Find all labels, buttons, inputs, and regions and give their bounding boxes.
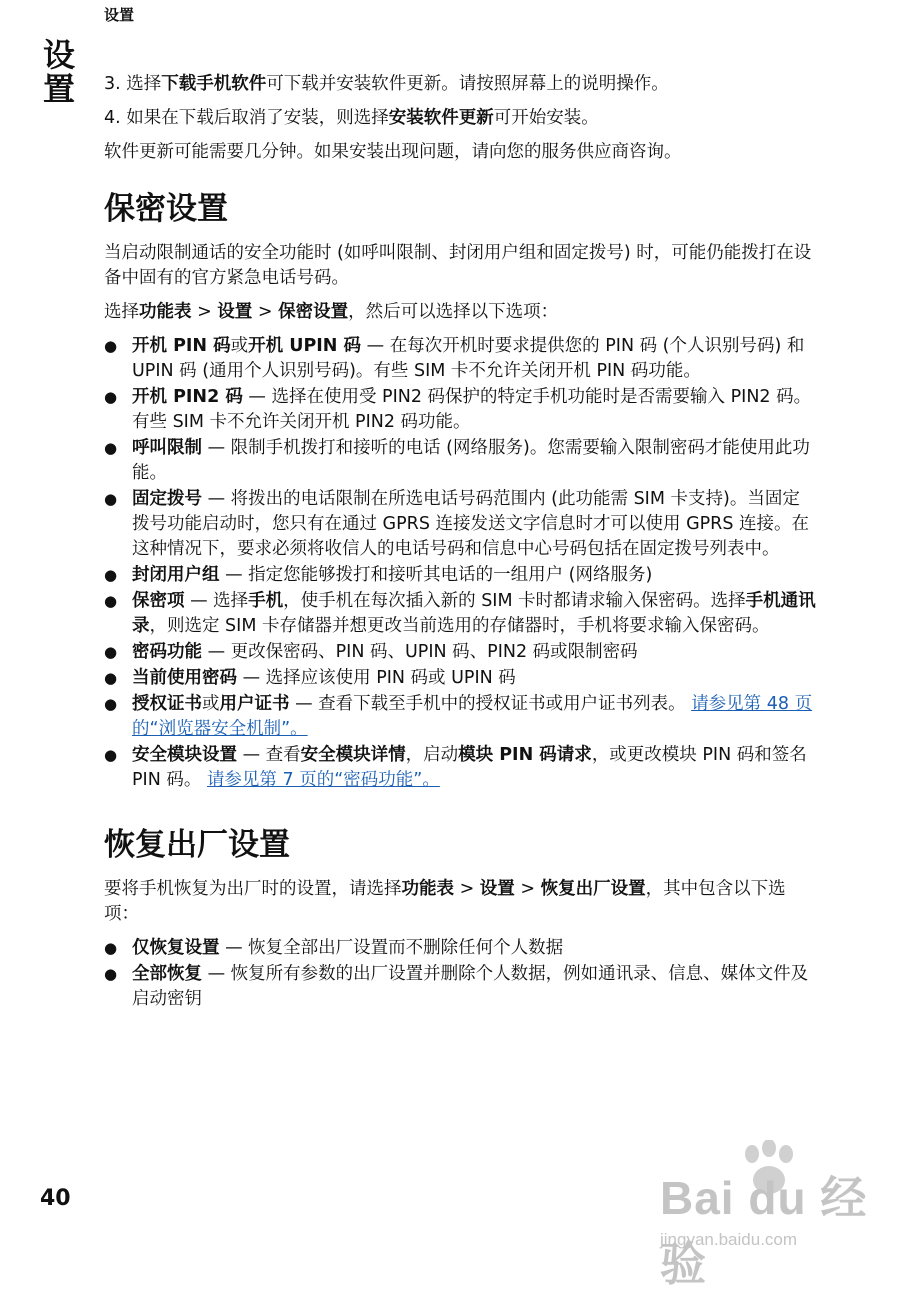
- option-name: 保密项: [132, 591, 185, 611]
- step-text: 选择: [126, 74, 162, 94]
- option-text: — 查看: [237, 745, 301, 765]
- side-section-tab: 设置: [38, 38, 76, 106]
- list-item: [104, 640, 816, 665]
- list-item: [104, 743, 816, 793]
- page-body: [104, 72, 816, 1020]
- option-name: 呼叫限制: [132, 438, 202, 458]
- path-separator: >: [514, 879, 541, 899]
- step-number: 3.: [104, 74, 121, 94]
- cross-reference-link[interactable]: 请参见第 7 页的“密码功能”。: [206, 770, 440, 790]
- factory-options-list: [104, 936, 816, 1012]
- path-text: 要将手机恢复为出厂时的设置，请选择: [104, 879, 402, 899]
- list-item: [104, 692, 816, 742]
- update-note: 软件更新可能需要几分钟。如果安装出现问题，请向您的服务供应商咨询。: [104, 142, 682, 162]
- step-3: [104, 72, 816, 97]
- baidu-watermark: [660, 1140, 910, 1290]
- list-item: [104, 436, 816, 486]
- option-name: 手机: [248, 591, 284, 611]
- option-text: ，启动: [405, 745, 459, 765]
- option-name: 安全模块设置: [132, 745, 237, 765]
- list-item: [104, 563, 816, 588]
- path-separator: >: [191, 302, 218, 322]
- option-name: 模块 PIN 码请求: [458, 745, 592, 765]
- step-4: [104, 106, 816, 131]
- menu-option: 设置: [479, 879, 515, 899]
- option-text: — 指定您能够拨打和接听其电话的一组用户 (网络服务): [219, 565, 653, 585]
- watermark-logo: Bai du 经验: [660, 1172, 868, 1290]
- option-text: — 限制手机拨打和接听的电话 (网络服务)。您需要输入限制密码才能使用此功能。: [132, 438, 810, 483]
- option-text: 或: [230, 336, 249, 356]
- list-item: [104, 666, 816, 691]
- menu-option: 功能表: [139, 302, 192, 322]
- option-text: — 选择在使用受 PIN2 码保护的特定手机功能时是否需要输入 PIN2 码。有些 SIM 卡不允许关闭开机 PIN2 码功能。: [132, 387, 812, 432]
- menu-option: 安装软件更新: [388, 108, 494, 128]
- cross-reference-link[interactable]: 请参见第 48 页的“浏览器安全机制”。: [132, 694, 813, 739]
- path-separator: >: [454, 879, 480, 899]
- list-item: [104, 385, 816, 435]
- option-text: ，则选定 SIM 卡存储器并想更改当前选用的存储器时，手机将要求输入保密码。: [149, 616, 770, 636]
- option-text: — 选择应该使用 PIN 码或 UPIN 码: [237, 668, 516, 688]
- option-name: 密码功能: [132, 642, 202, 662]
- option-name: 用户证书: [219, 694, 290, 714]
- factory-menu-path: [104, 877, 816, 927]
- path-text: 选择: [104, 302, 139, 322]
- menu-option: 功能表: [401, 879, 454, 899]
- option-text: — 选择: [184, 591, 249, 611]
- option-text: — 将拨出的电话限制在所选电话号码范围内 (此功能需 SIM 卡支持)。当固定拨号功能启动时，您只有在通过 GPRS 连接发送文字信息时才可以使用 GPRS 连接。在这种情况下，要求必须将收信人的电话号码和信息中心号码包括在固定拨号列表中。: [132, 489, 810, 559]
- running-header: 设置: [104, 6, 135, 24]
- list-item: [104, 589, 816, 639]
- option-name: 授权证书: [132, 694, 202, 714]
- list-item: [104, 936, 816, 961]
- step-text: 可开始安装。: [493, 108, 599, 128]
- security-heading: 保密设置: [104, 191, 228, 227]
- option-text: — 查看下载至手机中的授权证书或用户证书列表。: [289, 694, 692, 714]
- list-item: [104, 487, 816, 562]
- step-text: 如果在下载后取消了安装，则选择: [126, 108, 389, 128]
- step-text: 可下载并安装软件更新。请按照屏幕上的说明操作。: [266, 74, 669, 94]
- menu-option: 设置: [217, 302, 253, 322]
- option-name: 封闭用户组: [132, 565, 220, 585]
- option-text: ，使手机在每次插入新的 SIM 卡时都请求输入保密码。选择: [283, 591, 746, 611]
- option-name: 安全模块详情: [300, 745, 406, 765]
- option-text: — 恢复所有参数的出厂设置并删除个人数据，例如通讯录、信息、媒体文件及启动密钥: [132, 964, 809, 1009]
- option-name: 固定拨号: [132, 489, 202, 509]
- list-item: [104, 334, 816, 384]
- path-text: ，然后可以选择以下选项：: [348, 302, 559, 322]
- security-options-list: [104, 334, 816, 793]
- menu-option: 恢复出厂设置: [540, 879, 646, 899]
- path-text: ，其中包含以下选项：: [104, 879, 786, 924]
- option-name: 开机 PIN 码: [132, 336, 231, 356]
- option-text: — 恢复全部出厂设置而不删除任何个人数据: [219, 938, 564, 958]
- watermark-url: jingyan.baidu.com: [660, 1230, 798, 1249]
- option-text: 或: [202, 694, 220, 714]
- menu-option: 保密设置: [278, 302, 349, 322]
- factory-reset-heading: 恢复出厂设置: [104, 827, 290, 863]
- option-name: 仅恢复设置: [132, 938, 220, 958]
- menu-option: 下载手机软件: [161, 74, 267, 94]
- option-text: — 更改保密码、PIN 码、UPIN 码、PIN2 码或限制密码: [202, 642, 638, 662]
- option-name: 手机通讯录: [132, 591, 816, 636]
- page-number: 40: [40, 1186, 71, 1211]
- step-number: 4.: [104, 108, 121, 128]
- list-item: [104, 962, 816, 1012]
- security-intro: 当启动限制通话的安全功能时 (如呼叫限制、封闭用户组和固定拨号) 时，可能仍能拨打在设备中固有的官方紧急电话号码。: [104, 243, 812, 288]
- option-name: 全部恢复: [132, 964, 202, 984]
- path-separator: >: [252, 302, 279, 322]
- option-name: 开机 PIN2 码: [132, 387, 243, 407]
- security-menu-path: [104, 300, 816, 325]
- option-text: — 在每次开机时要求提供您的 PIN 码 (个人识别号码) 和 UPIN 码 (通用个人识别号码)。有些 SIM 卡不允许关闭开机 PIN 码功能。: [132, 336, 805, 381]
- option-text: ，或更改模块 PIN 码和签名 PIN 码。: [132, 745, 807, 790]
- option-name: 开机 UPIN 码: [248, 336, 362, 356]
- option-name: 当前使用密码: [132, 668, 237, 688]
